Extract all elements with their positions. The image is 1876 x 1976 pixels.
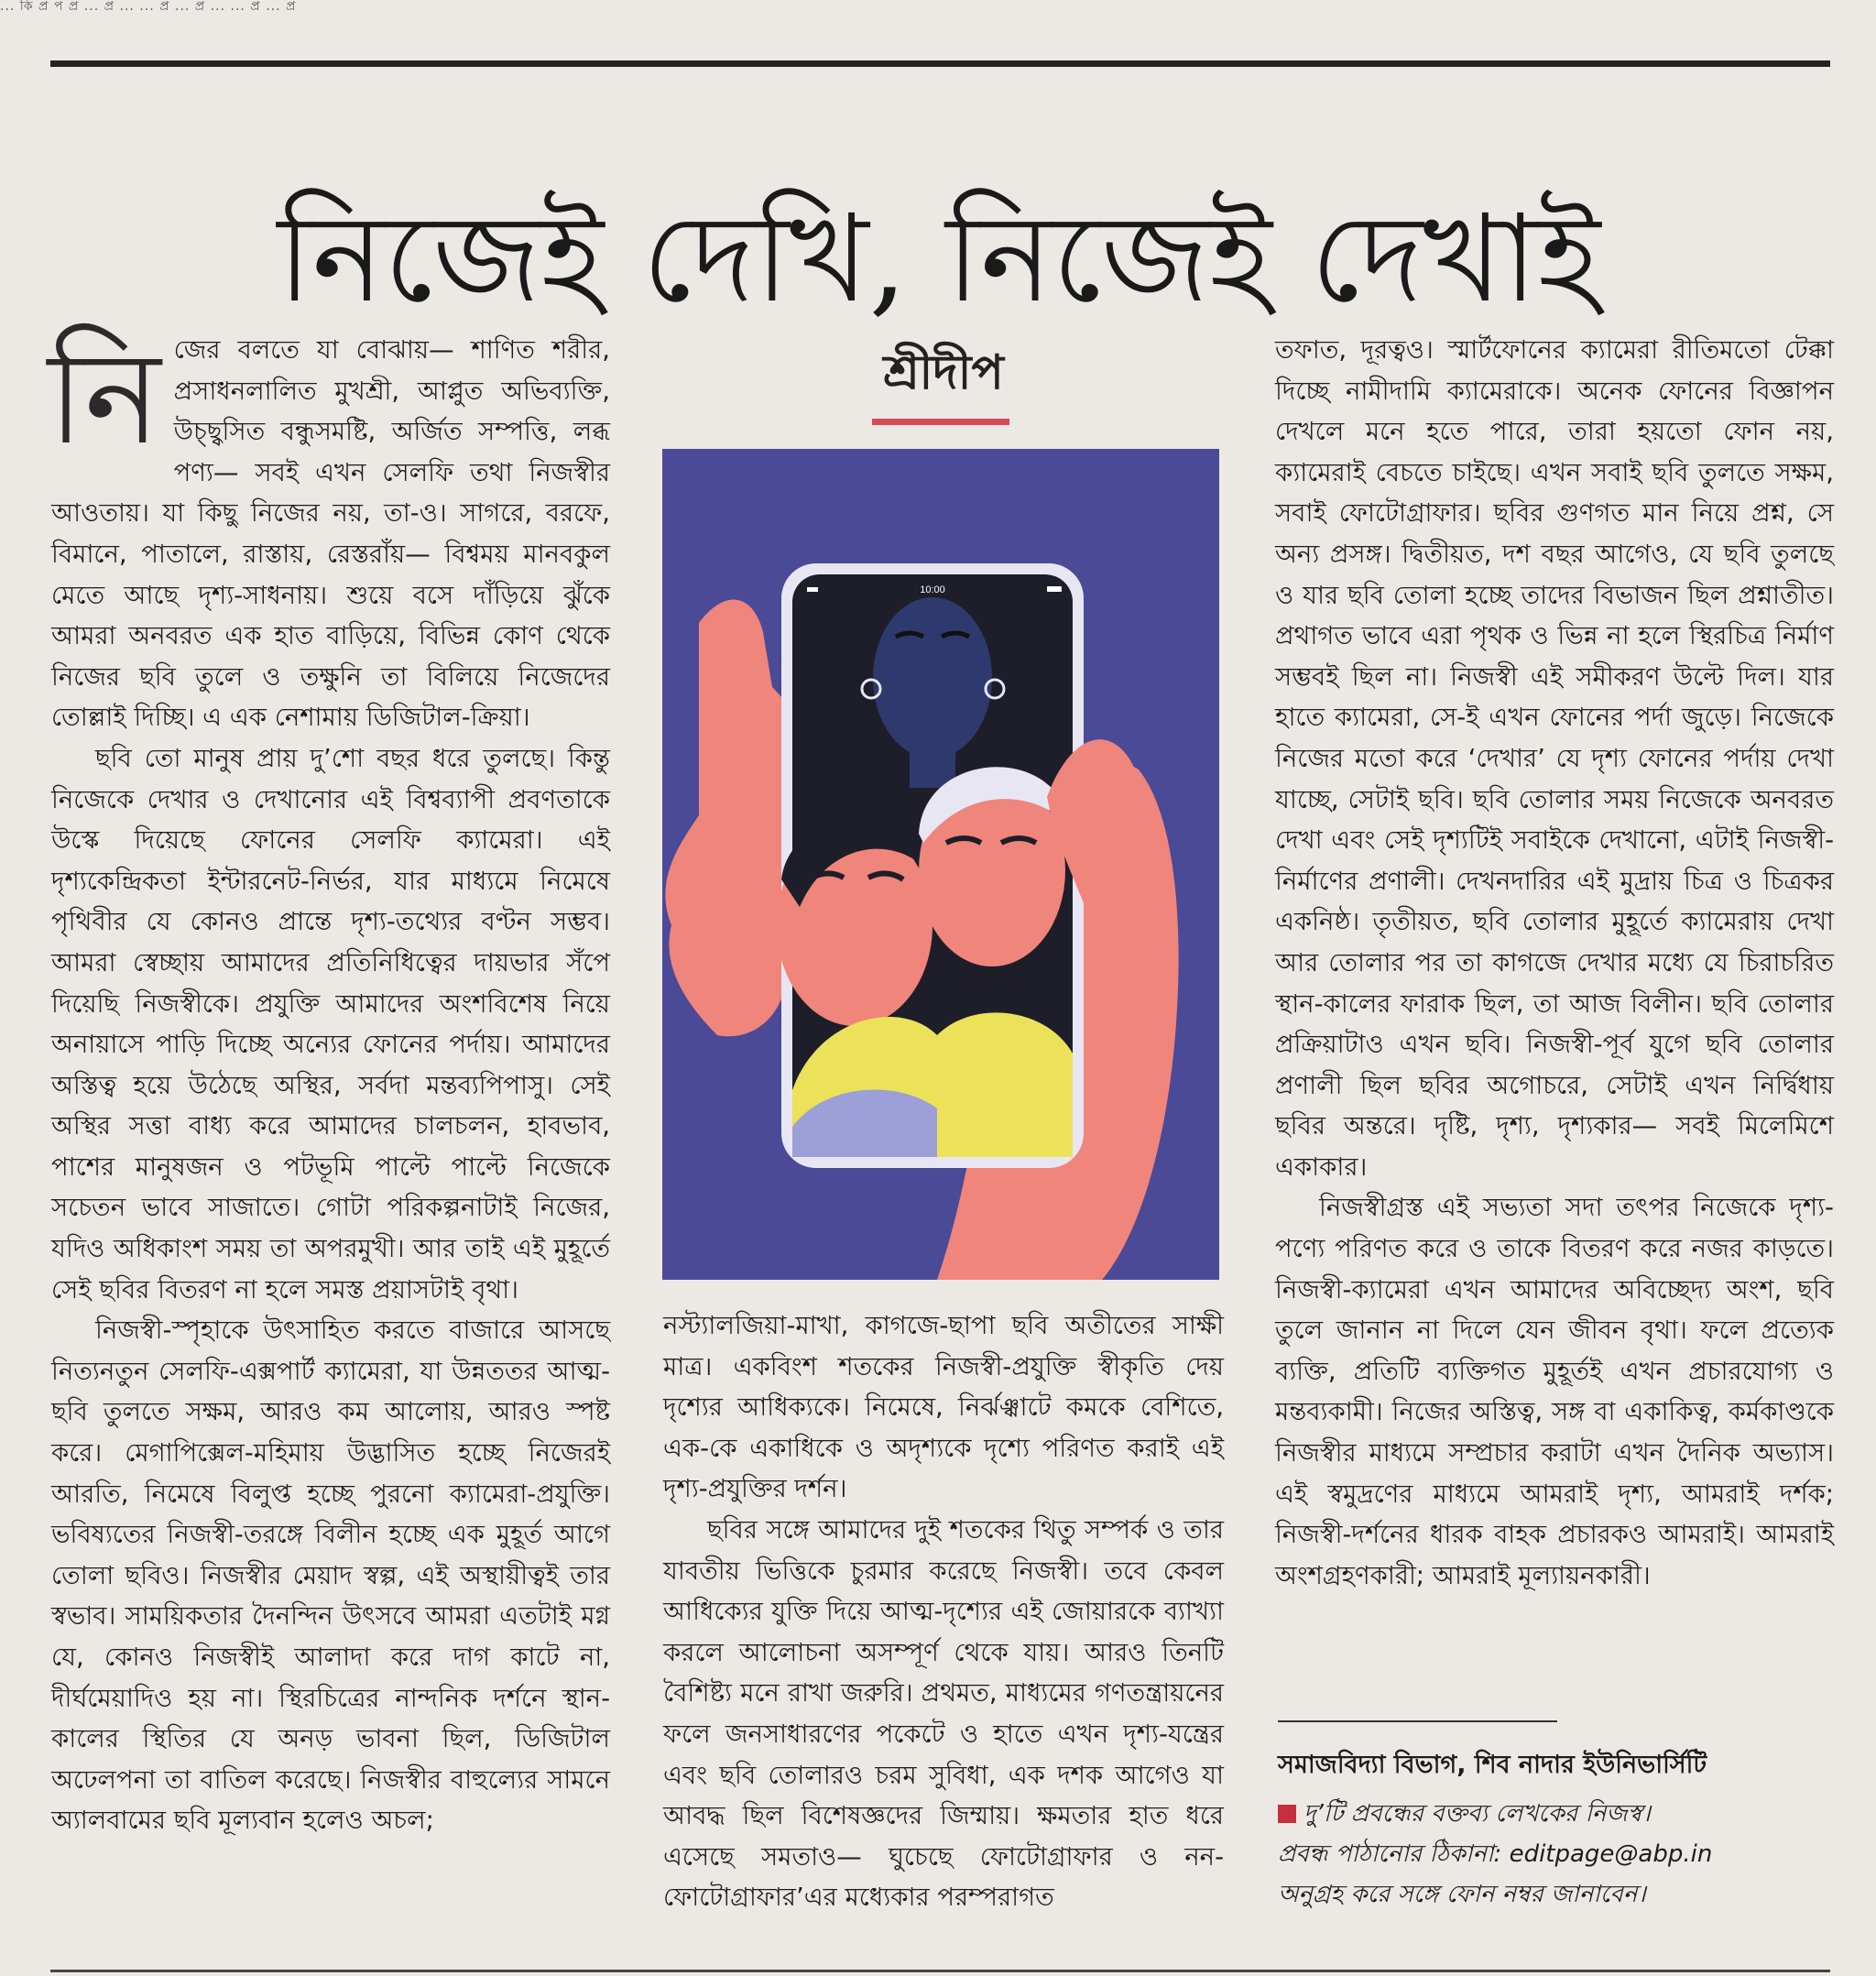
paragraph: তফাত, দূরত্বও। স্মার্টফোনের ক্যামেরা রীতিমতো টেক্কা দিচ্ছে নামীদামি ক্যামেরাকে। অনেক ফোনের বিজ্ঞাপন দেখলে মনে হতে পারে, তারা হয়তো ফোন নয়, ক্যামেরাই বেচতে চাইছে। এখন সবাই ছবি তুলতে সক্ষম, সবাই ফোটোগ্রাফার। ছবির গুণগত মান নিয়ে প্রশ্ন, সে অন্য প্রসঙ্গ। দ্বিতীয়ত, দশ বছর আগেও, যে ছবি তুলছে ও যার ছবি তোলা হচ্ছে তাদের বিভাজন ছিল প্রশ্নাতীত। প্রথাগত ভাবে এরা পৃথক ও ভিন্ন না হলে স্থিরচিত্র নির্মাণ সম্ভবই ছিল না। নিজস্বী এই সমীকরণ উল্টে দিল। যার হাতে ক্যামেরা, সে-ই এখন ফোনের পর্দা জুড়ে। নিজেকে নিজের মতো করে ‘দেখার’ যে দৃশ্য ফোনের পর্দায় দেখা যাচ্ছে, সেটাই ছবি। ছবি তোলার সময় নিজেকে অনবরত দেখা এবং সেই দৃশ্যটিই সবাইকে দেখানো, এটাই নিজস্বী-নির্মাণের প্রণালী। দেখনদারির এই মুদ্রায় চিত্র ও চিত্রকর একনিষ্ঠ। তৃতীয়ত, ছবি তোলার মুহূর্তে ক্যামেরায় দেখা আর তোলার পর তা কাগজে দেখার মধ্যে যে চিরাচরিত স্থান-কালের ফারাক ছিল, তা আজ বিলীন। ছবি তোলার প্রক্রিয়াটাও এখন ছবি। নিজস্বী-পূর্ব যুগে ছবি তোলার প্রণালী ছিল ছবির অগোচরে, সেটাই এখন নির্দ্বিধায় ছবির অন্তরে। দৃষ্টি, দৃশ্য, দৃশ্যকার— সবই মিলেমিশে একাকার।	[1275, 335, 1834, 1182]
byline-underline	[872, 419, 1009, 425]
paragraph: ছবির সঙ্গে আমাদের দুই শতকের থিতু সম্পর্ক ও তার যাবতীয় ভিত্তিকে চুরমার করেছে নিজস্বী। তবে কেবল আধিক্যের যুক্তি দিয়ে আত্ম-দৃশ্যের এই জোয়ারকে ব্যাখ্যা করলে আলোচনা অসম্পূর্ণ থেকে যায়। আরও তিনটি বৈশিষ্ট্য মনে রাখা জরুরি। প্রথমত, মাধ্যমের গণতন্ত্রায়নের ফলে জনসাধারণের পকেটে ও হাতে এখন দৃশ্য-যন্ত্রের এবং ছবি তোলারও চরম সুবিধা, এক দশক আগেও যা আবদ্ধ ছিল বিশেষজ্ঞদের জিম্মায়। ক্ষমতার হাত ধরে এসেছে সমতাও— ঘুচেছে ফোটোগ্রাফার ও নন-ফোটোগ্রাফার’এর মধ্যেকার পরম্পরাগত	[663, 1514, 1224, 1913]
previous-article-strip: ... কি প্র প প্র ... প্র ... ... প্র ... প্র ... ... প্র ... প্র	[0, 0, 297, 14]
signal-icon	[807, 587, 818, 592]
address-line[interactable]: প্রবন্ধ পাঠানোর ঠিকানা: editpage@abp.in	[1278, 1840, 1713, 1868]
column-3	[1275, 330, 1834, 1596]
phone-time: 10:00	[920, 584, 945, 595]
red-square-icon	[1278, 1805, 1296, 1823]
bottom-rule	[50, 1970, 1830, 1972]
top-rule	[50, 60, 1830, 67]
selfie-illustration	[662, 449, 1219, 1280]
back-person-head	[873, 597, 992, 759]
phone-request-line: অনুগ্রহ করে সঙ্গে ফোন নম্বর জানাবেন।	[1278, 1881, 1646, 1908]
affiliation-rule	[1278, 1720, 1557, 1722]
column-2	[663, 1305, 1224, 1918]
column-1	[48, 324, 610, 1841]
battery-icon	[1047, 586, 1062, 592]
disclaimer-line: দু’টি প্রবন্ধের বক্তব্য লেখকের নিজস্ব।	[1303, 1800, 1651, 1828]
paragraph: জের বলতে যা বোঝায়— শাণিত শরীর, প্রসাধনলালিত মুখশ্রী, আপ্লুত অভিব্যক্তি, উচ্ছ্বসিত বন্ধুসমষ্টি, অর্জিত সম্পত্তি, লব্ধ পণ্য— সবই এখন সেলফি তথা নিজস্বীর আওতায়। যা কিছু নিজের নয়, তা-ও। সাগরে, বরফে, বিমানে, পাতালে, রাস্তায়, রেস্তরাঁয়— বিশ্বময় মানবকুল মেতে আছে দৃশ্য-সাধনায়। শুয়ে বসে দাঁড়িয়ে ঝুঁকে আমরা অনবরত এক হাত বাড়িয়ে, বিভিন্ন কোণ থেকে নিজের ছবি তুলে ও তক্ষুনি তা বিলিয়ে নিজেদের তোল্লাই দিচ্ছি। এ এক নেশামায় ডিজিটাল-ক্রিয়া।	[51, 335, 610, 733]
paragraph: নস্ট্যালজিয়া-মাখা, কাগজে-ছাপা ছবি অতীতের সাক্ষী মাত্র। একবিংশ শতকের নিজস্বী-প্রযুক্তি স্বীকৃতি দেয় দৃশ্যের আধিক্যকে। নিমেষে, নির্ঝঞ্ঝাটে কমকে বেশিতে, এক-কে একাধিকে ও অদৃশ্যকে দৃশ্যে পরিণত করাই এই দৃশ্য-প্রযুক্তির দর্শন।	[663, 1311, 1224, 1504]
paragraph: ছবি তো মানুষ প্রায় দু’শো বছর ধরে তুলছে। কিন্তু নিজেকে দেখার ও দেখানোর এই বিশ্বব্যাপী প্রবণতাকে উস্কে দিয়েছে ফোনের সেলফি ক্যামেরা। এই দৃশ্যকেন্দ্রিকতা ইন্টারনেট-নির্ভর, যার মাধ্যমে নিমেষে পৃথিবীর যে কোনও প্রান্তে দৃশ্য-তথ্যের বণ্টন সম্ভব। আমরা স্বেচ্ছায় আমাদের প্রতিনিধিত্বের দায়ভার সঁপে দিয়েছি নিজস্বীকে। প্রযুক্তি আমাদের অংশবিশেষ নিয়ে অনায়াসে পাড়ি দিচ্ছে অন্যের ফোনের পর্দায়। আমাদের অস্তিত্ব হয়ে উঠেছে অস্থির, সর্বদা মন্তব্যপিপাসু। সেই অস্থির সত্তা বাধ্য করে আমাদের চালচলন, হাবভাব, পাশের মানুষজন ও পটভূমি পাল্টে পাল্টে নিজেকে সচেতন ভাবে সাজাতে। গোটা পরিকল্পনাটাই নিজের, যদিও অধিকাংশ সময় তা অপরমুখী। আর তাই এই মুহূর্তে সেই ছবির বিতরণ না হলে সমস্ত প্রয়াসটাই বৃথা।	[51, 743, 610, 1305]
paragraph: নিজস্বীগ্রস্ত এই সভ্যতা সদা তৎপর নিজেকে দৃশ্য-পণ্যে পরিণত করে ও তাকে বিতরণ করে নজর কাড়তে। নিজস্বী-ক্যামেরা এখন আমাদের অবিচ্ছেদ্য অংশ, ছবি তুলে জানান না দিলে যেন জীবন বৃথা। ফলে প্রত্যেক ব্যক্তি, প্রতিটি ব্যক্তিগত মুহূর্তই এখন প্রচারযোগ্য ও মন্তব্যকামী। নিজের অস্তিত্ব, সঙ্গ বা একাকিত্ব, কর্মকাণ্ডকে নিজস্বীর মাধ্যমে সম্প্রচার করাটা এখন দৈনিক অভ্যাস। এই স্বমুদ্রণের মাধ্যমে আমরাই দৃশ্য, আমরাই দর্শক; নিজস্বী-দর্শনের ধারক বাহক প্রচারকও আমরাই। আমরাই অংশগ্রহণকারী; আমরাই মূল্যায়নকারী।	[1275, 1193, 1834, 1590]
paragraph: নিজস্বী-স্পৃহাকে উৎসাহিত করতে বাজারে আসছে নিত্যনতুন সেলফি-এক্সপার্ট ক্যামেরা, যা উন্নততর আত্ম-ছবি তুলতে সক্ষম, আরও কম আলোয়, আরও স্পষ্ট করে। মেগাপিক্সেল-মহিমায় উদ্ভাসিত হচ্ছে নিজেরই আরতি, নিমেষে বিলুপ্ত হচ্ছে পুরনো ক্যামেরা-প্রযুক্তি। ভবিষ্যতের নিজস্বী-তরঙ্গে বিলীন হচ্ছে এক মুহূর্ত আগে তোলা ছবিও। নিজস্বীর মেয়াদ স্বল্প, এই অস্থায়ীত্বই তার স্বভাব। সাময়িকতার দৈনন্দিন উৎসবে আমরা এতটাই মগ্ন যে, কোনও নিজস্বীই আলাদা করে দাগ কাটে না, দীর্ঘমেয়াদিও হয় না। স্থিরচিত্রের নান্দনিক দর্শনে স্থান-কালের স্থিতির যে অনড় ভাবনা ছিল, ডিজিটাল অঢেলপনা তা বাতিল করেছে। নিজস্বীর বাহুল্যের সামনে অ্যালবামের ছবি মূল্যবান হলেও অচল;	[51, 1316, 610, 1836]
author-affiliation: সমাজবিদ্যা বিভাগ, শিব নাদার ইউনিভার্সিটি	[1278, 1751, 1707, 1779]
back-person-neck	[910, 742, 955, 788]
drop-cap: নি	[48, 324, 161, 474]
author-byline: শ্রীদীপ	[883, 345, 1004, 400]
hair-bun	[804, 770, 850, 815]
editorial-note	[1278, 1794, 1846, 1915]
headline: নিজেই দেখি, নিজেই দেখাই	[277, 189, 1601, 331]
